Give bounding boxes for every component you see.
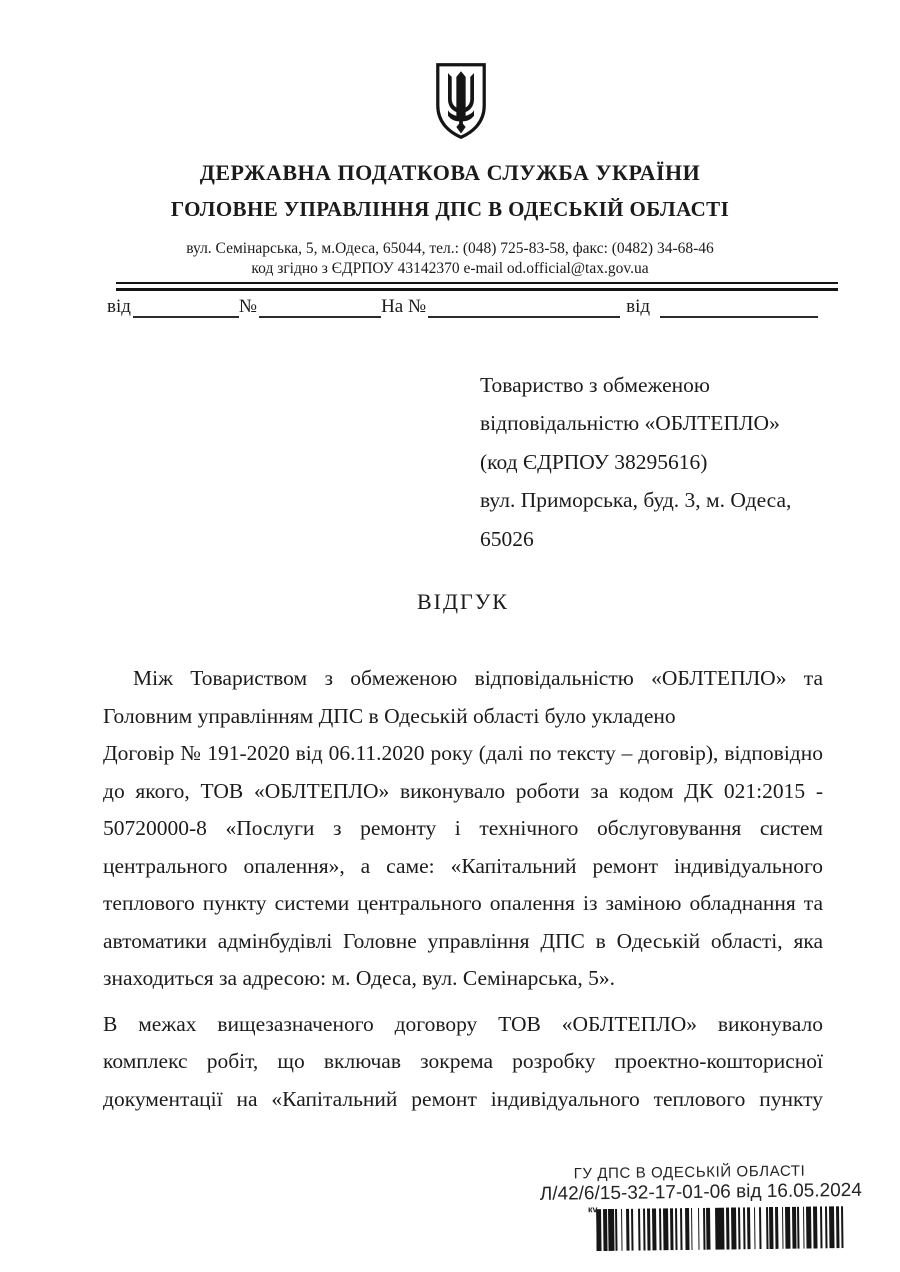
from2-label: від xyxy=(626,296,651,317)
stamp-reference-number: Л/42/6/15-32-17-01-06 від 16.05.2024 xyxy=(539,1179,862,1205)
body-line: комплекс робіт, що включав зокрема розробку проектно-кошторисної xyxy=(103,1049,823,1073)
ukraine-coat-of-arms-icon xyxy=(433,62,489,140)
org-name-line2: ГОЛОВНЕ УПРАВЛІННЯ ДПС В ОДЕСЬКІЙ ОБЛАСТІ xyxy=(170,197,730,221)
number-label: № xyxy=(238,296,258,317)
body-line: теплового пункту системи центрального опалення із заміною обладнання та xyxy=(103,891,823,915)
body-line: знаходиться за адресою: м. Одеса, вул. Семінарська, 5». xyxy=(103,966,616,990)
org-name-line1: ДЕРЖАВНА ПОДАТКОВА СЛУЖБА УКРАЇНИ xyxy=(199,160,701,185)
recipient-line: 65026 xyxy=(480,526,534,551)
on-number-label: На № xyxy=(381,296,427,317)
body-line: Головним управлінням ДПС в Одеській області було укладено xyxy=(103,703,676,728)
on-number-blank-field xyxy=(428,292,620,318)
letterhead-divider xyxy=(116,282,838,291)
reference-line xyxy=(107,292,838,318)
from-blank-field xyxy=(133,292,239,318)
document-title: ВІДГУК xyxy=(417,589,509,614)
body-line: документації на «Капітальний ремонт індивідуального теплового пункту xyxy=(103,1086,823,1111)
recipient-block xyxy=(480,366,850,558)
stamp-org-name: ГУ ДПС В ОДЕСЬКІЙ ОБЛАСТІ xyxy=(573,1162,806,1183)
registration-stamp xyxy=(539,1162,862,1252)
body-line: автоматики адмінбудівлі Головне управління ДПС в Одеській області, яка xyxy=(103,928,823,953)
letterhead-address: вул. Семінарська, 5, м.Одеса, 65044, тел.: (048) 725-83-58, факс: (0482) 34-68-46 xyxy=(186,240,714,257)
recipient-line: (код ЄДРПОУ 38295616) xyxy=(480,449,708,474)
from2-blank-field xyxy=(660,292,818,318)
number-blank-field xyxy=(259,292,381,318)
from-label: від xyxy=(107,296,131,317)
barcode xyxy=(596,1206,846,1251)
letterhead-code-email: код згідно з ЄДРПОУ 43142370 e-mail od.official@tax.gov.ua xyxy=(251,260,649,277)
stamp-mark: кv xyxy=(587,1204,598,1215)
barcode-wrapper xyxy=(587,1204,846,1251)
body-line: до якого, ТОВ «ОБЛТЕПЛО» виконувало роботи за кодом ДК 021:2015 - xyxy=(103,778,823,803)
recipient-line: відповідальністю «ОБЛТЕПЛО» xyxy=(480,411,780,436)
body-line: В межах вищезазначеного договору ТОВ «ОБЛТЕПЛО» виконувало xyxy=(103,1011,823,1036)
body-line: Договір № 191-2020 від 06.11.2020 року (далі по тексту – договір), відповідно xyxy=(103,741,823,765)
body-line: центрального опалення», а саме: «Капітальний ремонт індивідуального xyxy=(103,853,823,878)
recipient-line: Товариство з обмеженою xyxy=(480,373,710,397)
body-line: 50720000-8 «Послуги з ремонту і технічного обслуговування систем xyxy=(103,816,823,840)
body-line: Між Товариством з обмеженою відповідальністю «ОБЛТЕПЛО» та xyxy=(133,666,823,690)
recipient-line: вул. Приморська, буд. 3, м. Одеса, xyxy=(480,488,792,513)
letter-body xyxy=(103,660,823,1118)
